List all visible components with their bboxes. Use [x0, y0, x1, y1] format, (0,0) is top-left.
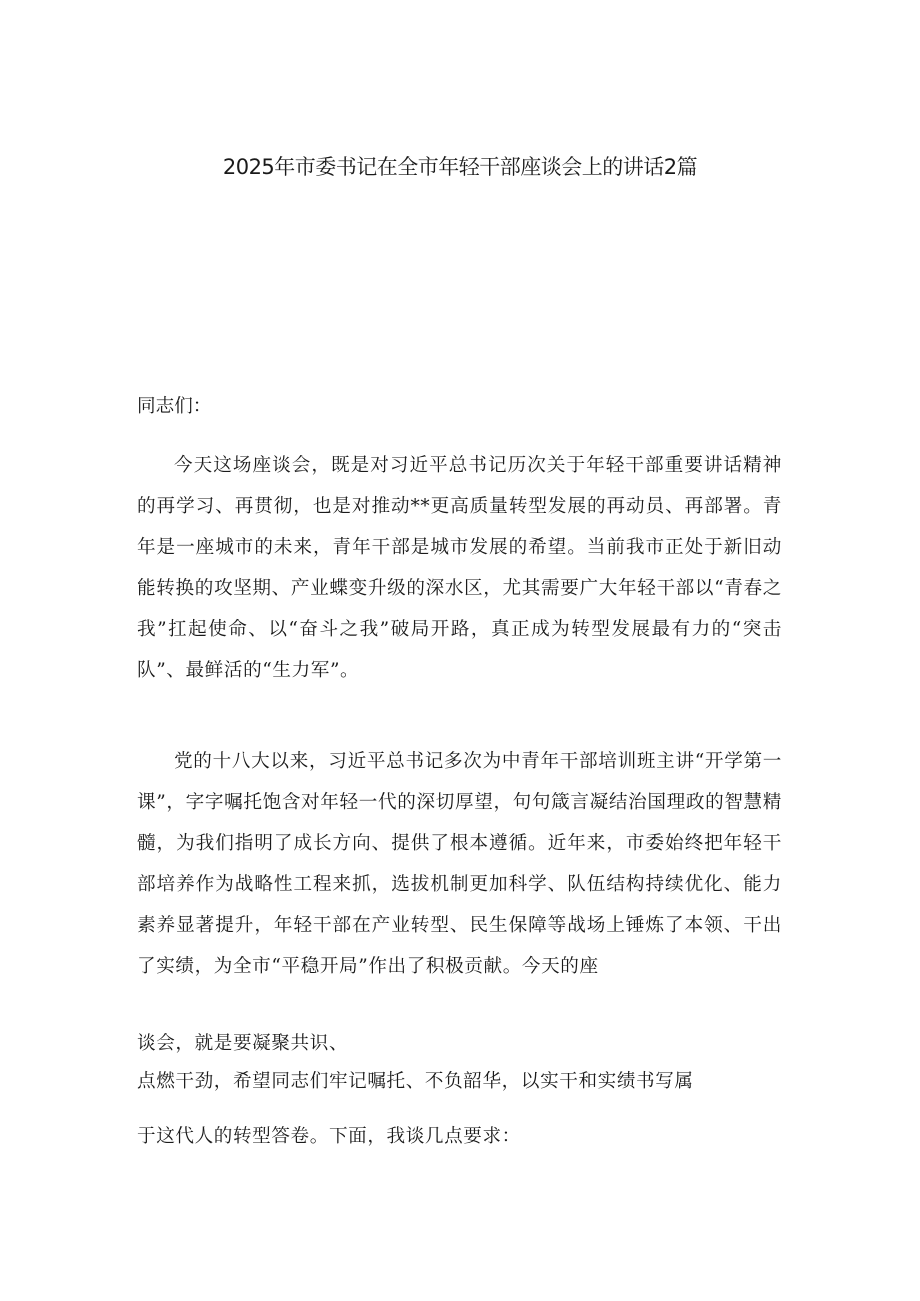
paragraph-2: 党的十八大以来，习近平总书记多次为中青年干部培训班主讲“开学第一课”，字字嘱托饱含对年轻一代的深切厚望，句句箴言凝结治国理政的智慧精髓，为我们指明了成长方向、提供了根本遵循。近年来，市委始终把年轻干部培养作为战略性工程来抓，选拔机制更加科学、队伍结构持续优化、能力素养显著提升，年轻干部在产业转型、民生保障等战场上锤炼了本领、干出了实绩，为全市“平稳开局”作出了积极贡献。今天的座	[137, 751, 782, 977]
document-title: 2025年市委书记在全市年轻干部座谈会上的讲话2篇	[222, 155, 698, 179]
paragraph-2-continuation-line-3: 于这代人的转型答卷。下面，我谈几点要求：	[137, 1126, 521, 1147]
salutation: 同志们：	[137, 396, 212, 417]
paragraph-1: 今天这场座谈会，既是对习近平总书记历次关于年轻干部重要讲话精神的再学习、再贯彻，也是对推动**更高质量转型发展的再动员、再部署。青年是一座城市的未来，青年干部是城市发展的希望。当前我市正处于新旧动能转换的攻坚期、产业蝶变升级的深水区，尤其需要广大年轻干部以“青春之我”扛起使命、以“奋斗之我”破局开路，真正成为转型发展最有力的“突击队”、最鲜活的“生力军”。	[137, 455, 782, 681]
paragraph-2-continuation-line-1: 谈会，就是要凝聚共识、	[137, 1033, 349, 1054]
paragraph-2-continuation-line-2: 点燃干劲，希望同志们牢记嘱托、不负韶华，以实干和实绩书写属	[137, 1071, 694, 1092]
